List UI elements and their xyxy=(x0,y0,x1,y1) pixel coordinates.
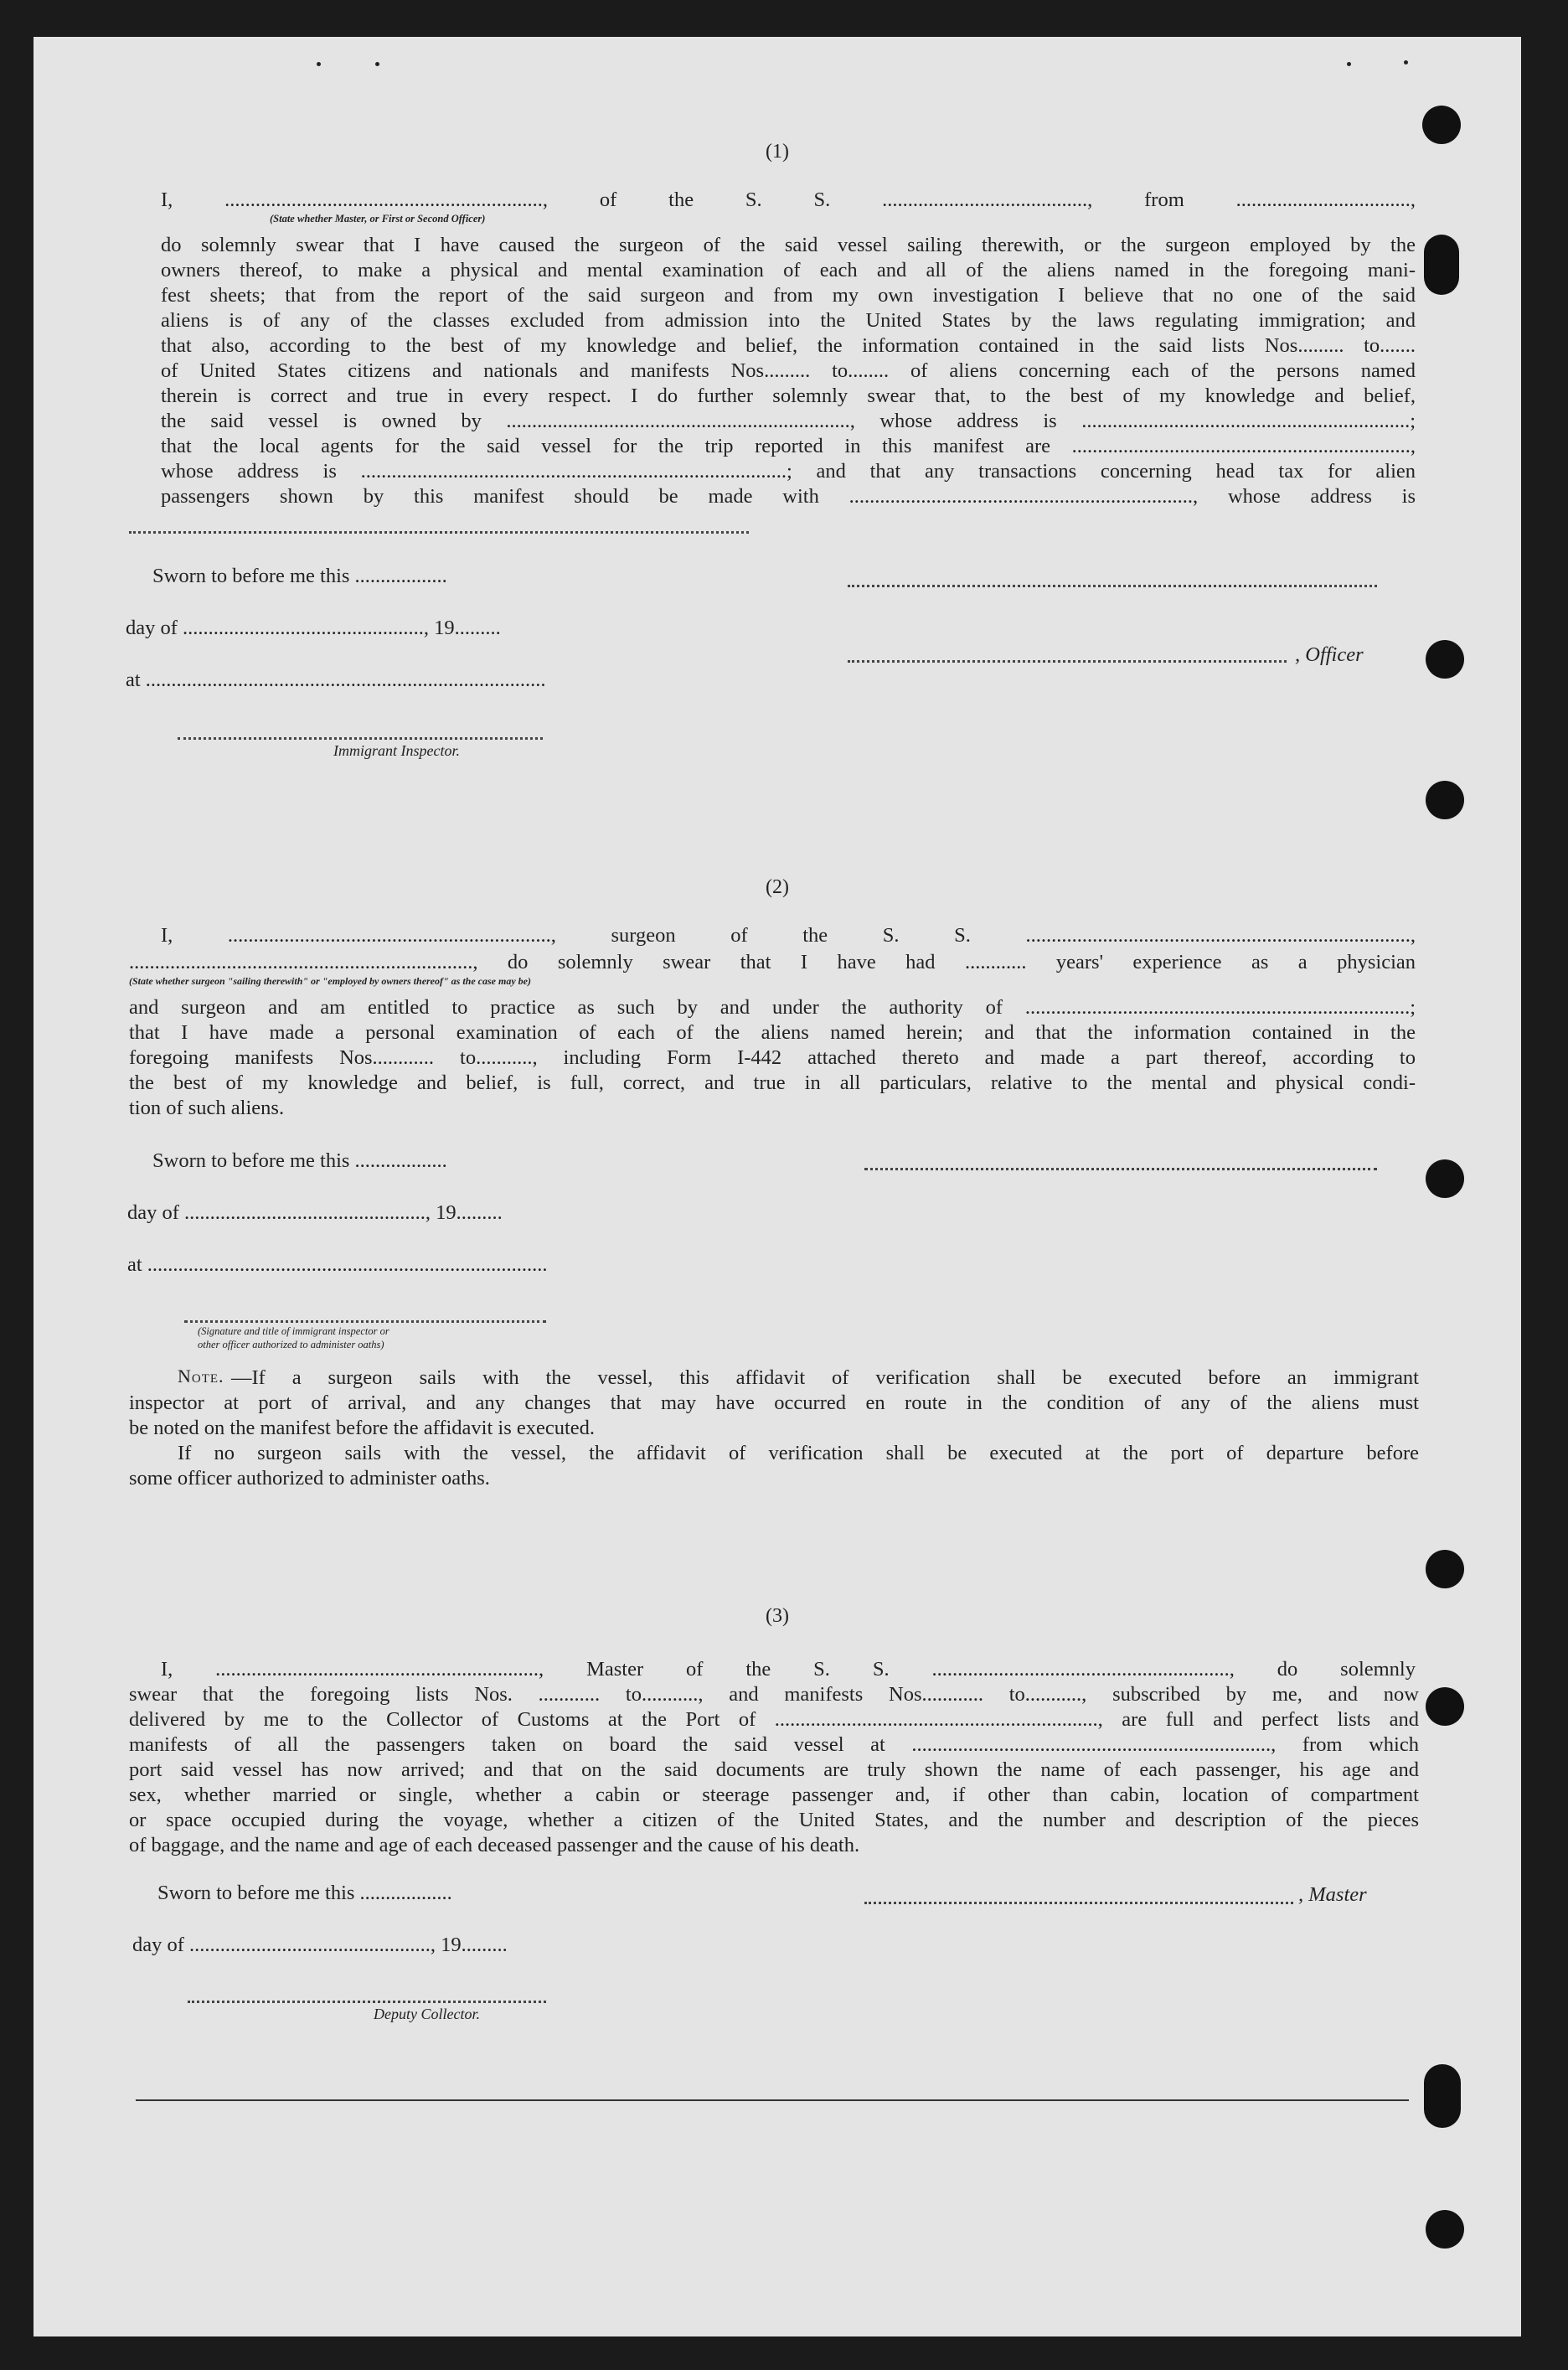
note-line: be noted on the manifest before the affidavit is executed. xyxy=(129,1417,596,1439)
section-1-line: fest sheets; that from the report of the said surgeon and from my own investigation I believe that no one of the said xyxy=(161,284,1416,307)
bottom-rule xyxy=(136,2099,1409,2101)
binder-hole xyxy=(1426,2210,1464,2249)
signature-note: (Signature and title of immigrant inspector or xyxy=(198,1325,389,1337)
at-label: at .............................................................................. xyxy=(126,669,546,691)
note-line: —If a surgeon sails with the vessel, this affidavit of verification shall be executed before an immigrant xyxy=(231,1366,1419,1389)
day-of-label: day of ..............................................., 19......... xyxy=(127,1201,503,1224)
day-of-label: day of ..............................................., 19......... xyxy=(126,617,501,639)
surgeon-signature-line xyxy=(864,1168,1377,1170)
binder-hole xyxy=(1424,235,1459,295)
section-2-line: foregoing manifests Nos............ to..........., including Form I-442 attached thereto and made a part thereof, according to xyxy=(129,1046,1416,1069)
collector-signature-line xyxy=(188,2001,546,2003)
officer-signature-line xyxy=(848,660,1287,663)
officer-note: (State whether Master, or First or Second Officer) xyxy=(270,213,486,225)
speck xyxy=(1347,62,1351,66)
section-1-line: I, .............................................................., of the S. S. ........................................, from .................................., xyxy=(161,188,1416,211)
sworn-label: Sworn to before me this .................. xyxy=(152,1149,447,1172)
section-3-line: I, ..............................................................., Master of the S. S. .........................................................., do solemnly xyxy=(161,1658,1416,1681)
section-1-number: (1) xyxy=(766,141,789,163)
section-3-line: manifests of all the passengers taken on board the said vessel at ......................................................................, from which xyxy=(129,1733,1419,1756)
speck xyxy=(375,62,379,66)
section-1-line: therein is correct and true in every respect. I do further solemnly swear that, to the best of my knowledge and belief, xyxy=(161,385,1416,407)
day-of-label: day of ..............................................., 19......... xyxy=(132,1934,508,1956)
master-signature-line xyxy=(864,1902,1293,1904)
officer-signature-line xyxy=(848,585,1377,587)
section-3-line: swear that the foregoing lists Nos. ............ to..........., and manifests Nos............ to..........., subscribed by me, and now xyxy=(129,1683,1419,1706)
section-3-line: delivered by me to the Collector of Customs at the Port of ..............................................................., are full and perfect lists and xyxy=(129,1708,1419,1731)
section-1-line: whose address is ...................................................................................; and that any transactions concerning head tax for alien xyxy=(161,460,1416,483)
section-3-number: (3) xyxy=(766,1605,789,1627)
note-line: If no surgeon sails with the vessel, the affidavit of verification shall be executed at the port of departure before xyxy=(178,1442,1419,1464)
section-2-line: that I have made a personal examination of each of the aliens named herein; and that the information contained in the xyxy=(129,1021,1416,1044)
officer-label: , Officer xyxy=(1295,643,1364,666)
inspector-signature-line xyxy=(178,737,543,740)
section-1-line: that the local agents for the said vessel for the trip reported in this manifest are .................................................................., xyxy=(161,435,1416,457)
binder-hole xyxy=(1424,2064,1461,2128)
section-1-line: do solemnly swear that I have caused the surgeon of the said vessel sailing therewith, or the surgeon employed by the xyxy=(161,234,1416,256)
blank-line xyxy=(129,531,749,534)
surgeon-note: (State whether surgeon "sailing therewith" or "employed by owners thereof" as the case may be) xyxy=(129,975,531,987)
section-1-line: of United States citizens and nationals and manifests Nos......... to........ of aliens concerning each of the persons named xyxy=(161,359,1416,382)
form-page xyxy=(34,37,1521,2336)
section-3-line: port said vessel has now arrived; and that on the said documents are truly shown the name of each passenger, his age and xyxy=(129,1758,1419,1781)
inspector-signature-line xyxy=(184,1320,546,1323)
section-1-line: that also, according to the best of my knowledge and belief, the information contained in the said lists Nos......... to....... xyxy=(161,334,1416,357)
section-1-line: passengers shown by this manifest should be made with ..................................................................., whose address is xyxy=(161,485,1416,508)
binder-hole xyxy=(1426,781,1464,819)
speck xyxy=(317,62,321,66)
binder-hole xyxy=(1422,106,1461,144)
section-1-line: the said vessel is owned by ..................................................................., whose address is ................................................................; xyxy=(161,410,1416,432)
section-2-line: I, ..............................................................., surgeon of the S. S. ..........................................................................., xyxy=(161,924,1416,947)
note-line: inspector at port of arrival, and any changes that may have occurred en route in the condition of any of the aliens must xyxy=(129,1392,1419,1414)
section-2-line: and surgeon and am entitled to practice as such by and under the authority of ...........................................................................; xyxy=(129,996,1416,1019)
note-line: some officer authorized to administer oaths. xyxy=(129,1467,490,1490)
section-2-line: ..................................................................., do solemnly swear that I have had ............ years' experience as a physician xyxy=(129,951,1416,973)
at-label: at .............................................................................. xyxy=(127,1253,548,1276)
note-label: Note. xyxy=(178,1366,224,1386)
binder-hole xyxy=(1426,1687,1464,1726)
section-3-line: or space occupied during the voyage, whether a citizen of the United States, and the number and description of the pieces xyxy=(129,1809,1419,1831)
section-2-line: the best of my knowledge and belief, is full, correct, and true in all particulars, relative to the mental and physical condi- xyxy=(129,1071,1416,1094)
section-2-number: (2) xyxy=(766,876,789,898)
inspector-label: Immigrant Inspector. xyxy=(333,742,460,759)
speck xyxy=(1404,60,1408,65)
collector-label: Deputy Collector. xyxy=(374,2006,480,2022)
binder-hole xyxy=(1426,1550,1464,1588)
sworn-label: Sworn to before me this .................. xyxy=(152,565,447,587)
sworn-label: Sworn to before me this .................. xyxy=(157,1882,452,1904)
section-1-line: owners thereof, to make a physical and mental examination of each and all of the aliens named in the foregoing mani- xyxy=(161,259,1416,281)
binder-hole xyxy=(1426,1159,1464,1198)
section-3-line: of baggage, and the name and age of each deceased passenger and the cause of his death. xyxy=(129,1834,860,1856)
binder-hole xyxy=(1426,640,1464,679)
master-label: , Master xyxy=(1298,1883,1367,1906)
signature-note: other officer authorized to administer oaths) xyxy=(198,1339,384,1350)
section-1-line: aliens is of any of the classes excluded from admission into the United States by the laws regulating immigration; and xyxy=(161,309,1416,332)
section-3-line: sex, whether married or single, whether a cabin or steerage passenger and, if other than cabin, location of compartment xyxy=(129,1784,1419,1806)
section-2-line: tion of such aliens. xyxy=(129,1097,285,1119)
